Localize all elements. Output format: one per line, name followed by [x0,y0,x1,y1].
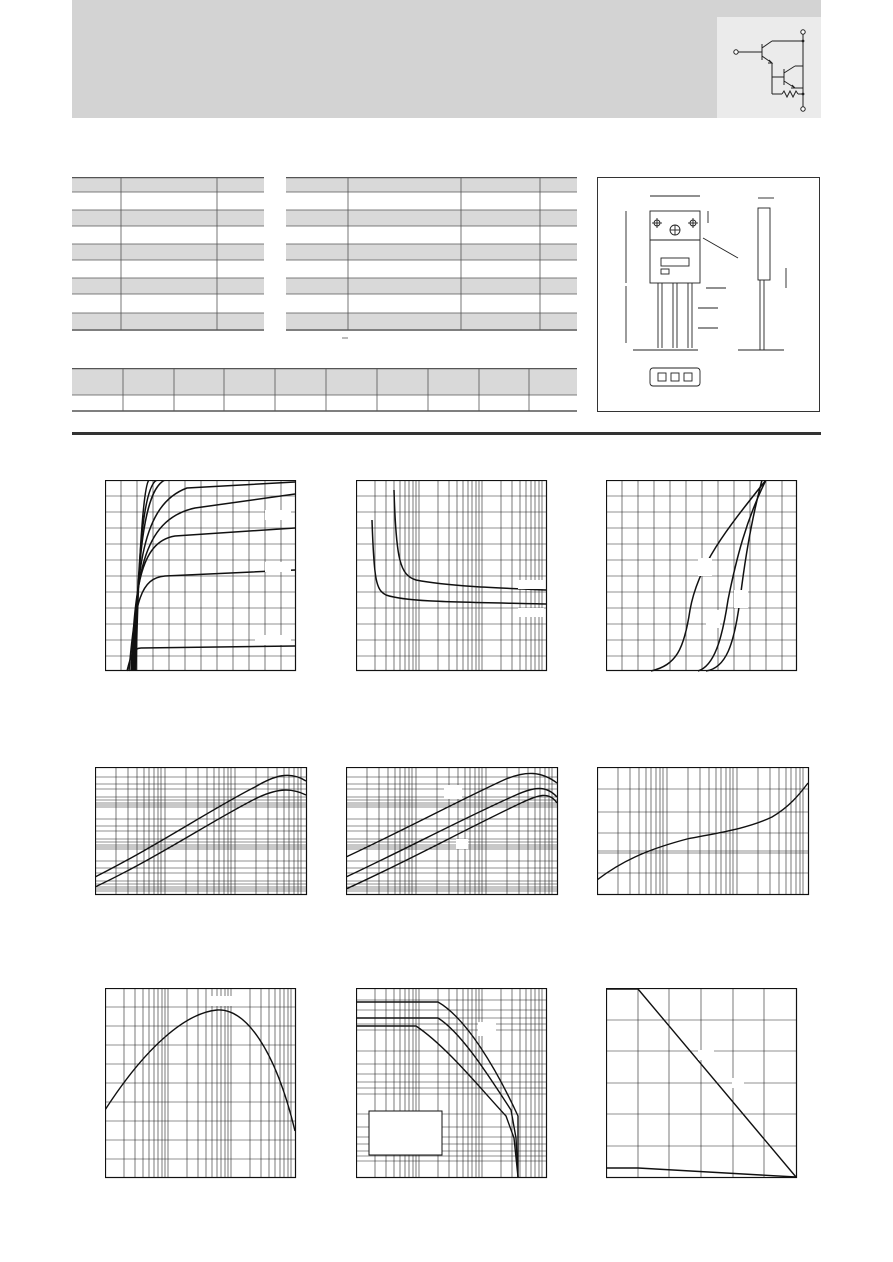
darlington-symbol-icon [717,17,821,118]
graph-safe-operating-area [356,988,548,1179]
ratings-table-left [72,177,264,332]
graph-power-derating [606,988,798,1179]
graph-log-log-gain-1 [95,767,308,896]
classification-table [72,368,577,414]
graph-log-x-characteristic [356,480,548,673]
graph-output-characteristics [105,480,297,673]
section-divider [72,432,821,435]
graph-log-x-curve [597,767,810,896]
graph-log-x-peak [105,988,297,1179]
package-drawing [598,178,819,411]
graph-log-log-gain-2 [346,767,559,896]
ratings-table-middle [286,177,577,347]
package-outline-box [597,177,820,412]
circuit-symbol-box [717,17,821,118]
graph-transfer-characteristics [606,480,798,673]
header-band [72,0,821,118]
